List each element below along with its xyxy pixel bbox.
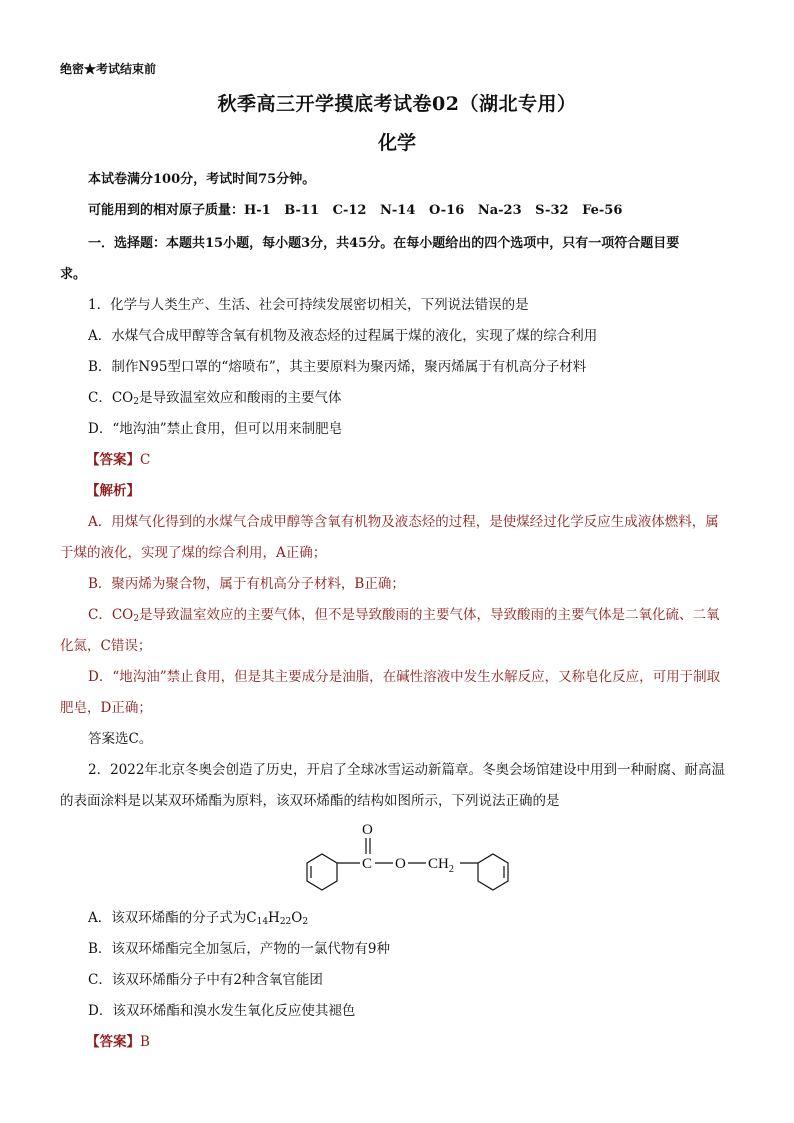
q1-answer [86, 448, 150, 468]
atom-o-mid: O [395, 856, 406, 872]
exam-title: 秋季高三开学摸底考试卷02（湖北专用） [217, 93, 577, 115]
q2-option-a [88, 906, 308, 926]
q1-answer-value: C [140, 452, 151, 468]
q2-option-d: D．该双环烯酯和溴水发生氧化反应使其褪色 [88, 1003, 356, 1019]
q1-explanation-c-line1 [88, 603, 719, 623]
q1-exp-c-pre: C．CO [88, 607, 134, 623]
q1-option-c [88, 386, 341, 406]
q1-option-c-sub: 2 [133, 397, 139, 407]
q2-answer-value: B [140, 1034, 150, 1050]
left-cyclohexene-ring [307, 854, 337, 890]
ester-structure-diagram [292, 818, 532, 898]
q2-answer-tag: 【答案】 [86, 1034, 140, 1050]
q1-explanation-d-line1: D．“地沟油”禁止食用，但是其主要成分是油脂，在碱性溶液中发生水解反应，又称皂化反应，可用于制取 [88, 669, 721, 685]
subject-title: 化学 [377, 132, 416, 154]
atomic-masses: 可能用到的相对原子质量：H-1 B-11 C-12 N-14 O-16 Na-23 S-32 Fe-56 [88, 203, 623, 218]
secret-label: 绝密★考试结束前 [60, 62, 157, 76]
q2-opt-a-sub1: 14 [256, 917, 269, 927]
q2-stem-line2: 的表面涂料是以某双环烯酯为原料，该双环烯酯的结构如图所示，下列说法正确的是 [60, 793, 560, 809]
q1-stem: 1．化学与人类生产、生活、社会可持续发展密切相关，下列说法错误的是 [88, 297, 529, 313]
q2-opt-a-pre: A．该双环烯酯的分子式为C [88, 910, 257, 926]
q1-explanation-b: B．聚丙烯为聚合物，属于有机高分子材料，B正确； [88, 576, 405, 592]
q1-option-a: A．水煤气合成甲醇等含氧有机物及液态烃的过程属于煤的液化，实现了煤的综合利用 [88, 328, 598, 344]
q2-opt-a-sub2: 22 [279, 917, 292, 927]
q1-explanation-a-line1: A．用煤气化得到的水煤气合成甲醇等含氧有机物及液态烃的过程，是使煤经过化学反应生成液体燃料，属 [88, 514, 719, 530]
q1-explanation-d-line2: 肥皂，D正确； [60, 700, 152, 716]
q1-answer-tag: 【答案】 [86, 452, 140, 468]
q1-exp-c-post: 是导致温室效应的主要气体，但不是导致酸雨的主要气体，导致酸雨的主要气体是二氧化硫、二氧 [138, 607, 720, 623]
q1-option-d: D．“地沟油”禁止食用，但可以用来制肥皂 [88, 421, 343, 437]
right-cyclohexene-ring [478, 854, 508, 890]
q2-option-b: B．该双环烯酯完全加氢后，产物的一氯代物有9种 [88, 941, 391, 957]
q1-analysis-tag: 【解析】 [86, 483, 140, 499]
group-ch2-sub: 2 [448, 864, 454, 875]
q1-conclusion: 答案选C。 [88, 731, 153, 747]
group-ch2 [428, 856, 454, 875]
q2-opt-a-h: H [268, 910, 280, 926]
q2-option-c: C．该双环烯酯分子中有2种含氧官能团 [88, 972, 323, 988]
q1-option-b: B．制作N95型口罩的“熔喷布”，其主要原料为聚丙烯，聚丙烯属于有机高分子材料 [88, 359, 587, 375]
q2-answer [86, 1030, 150, 1050]
q1-explanation-a-line2: 于煤的液化，实现了煤的综合利用，A正确； [60, 545, 327, 561]
section-heading-line1: 一．选择题：本题共15小题，每小题3分，共45分。在每小题给出的四个选项中，只有一项符合题目要 [88, 236, 680, 251]
q2-opt-a-sub3: 2 [302, 917, 309, 927]
atom-o-top: O [362, 822, 373, 838]
q2-opt-a-o: O [291, 910, 303, 926]
group-ch: CH [428, 856, 449, 872]
q2-stem-line1: 2．2022年北京冬奥会创造了历史，开启了全球冰雪运动新篇章。冬奥会场馆建设中用到一种耐腐、耐高温 [88, 762, 725, 778]
score-time-info: 本试卷满分100分，考试时间75分钟。 [88, 172, 316, 187]
q1-exp-c-sub: 2 [133, 614, 139, 624]
q1-option-c-post: 是导致温室效应和酸雨的主要气体 [138, 390, 342, 406]
section-heading-line2: 求。 [60, 267, 87, 282]
q1-option-c-pre: C．CO [88, 390, 134, 406]
atom-c: C [362, 856, 373, 872]
q1-explanation-c-line2: 化氮，C错误； [60, 638, 152, 654]
